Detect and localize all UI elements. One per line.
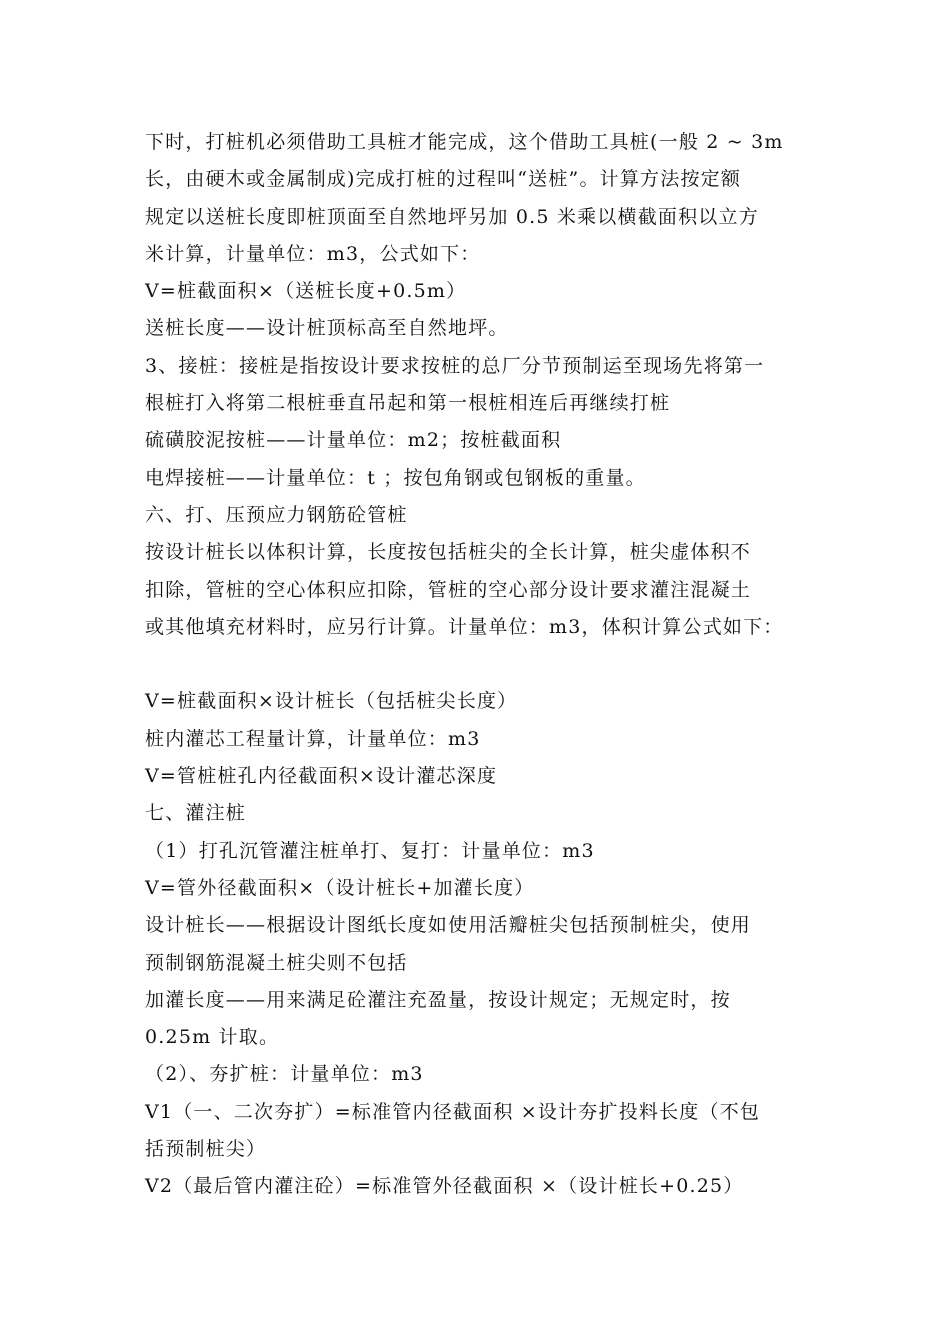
text-line: 米计算，计量单位：m3，公式如下：	[145, 242, 481, 265]
text-line: 或其他填充材料时，应另行计算。计量单位：m3，体积计算公式如下：	[145, 615, 784, 638]
text-line: 0.25m 计取。	[145, 1026, 280, 1049]
text-line: 加灌长度——用来满足砼灌注充盈量，按设计规定；无规定时，按	[145, 988, 731, 1011]
formula-line: V=桩截面积×设计桩长（包括桩尖长度）	[145, 690, 518, 713]
text-line: 电焊接桩——计量单位：t ；按包角钢或包钢板的重量。	[145, 466, 646, 489]
text-line: 3、接桩：接桩是指按设计要求按桩的总厂分节预制运至现场先将第一	[145, 354, 765, 377]
text-line: 长，由硬木或金属制成)完成打桩的过程叫“送桩”。计算方法按定额	[145, 168, 742, 191]
section-heading: 七、灌注桩	[145, 802, 247, 825]
text-line: 预制钢筋混凝土桩尖则不包括	[145, 951, 408, 974]
text-line: 规定以送桩长度即桩顶面至自然地坪另加 0.5 米乘以横截面积以立方	[145, 205, 759, 228]
text-line: 下时，打桩机必须借助工具桩才能完成，这个借助工具桩(一般 2 ~ 3m	[145, 131, 784, 153]
text-line: （2）、夯扩桩：计量单位：m3	[145, 1063, 424, 1086]
text-line: 设计桩长——根据设计图纸长度如使用活瓣桩尖包括预制桩尖，使用	[145, 914, 752, 937]
text-line: 送桩长度——设计桩顶标高至自然地坪。	[145, 317, 509, 340]
formula-line: V=桩截面积×（送桩长度+0.5m）	[145, 280, 467, 303]
section-heading: 六、打、压预应力钢筋砼管桩	[145, 503, 408, 526]
formula-line: V=管桩桩孔内径截面积×设计灌芯深度	[145, 765, 498, 788]
text-line: 括预制桩尖）	[145, 1138, 267, 1161]
text-line: 扣除，管桩的空心体积应扣除，管桩的空心部分设计要求灌注混凝土	[145, 578, 752, 601]
formula-line: V=管外径截面积×（设计桩长+加灌长度）	[145, 876, 535, 899]
text-line: 根桩打入将第二根桩垂直吊起和第一根桩相连后再继续打桩	[145, 392, 671, 415]
document-body	[145, 124, 825, 1206]
blank-line	[145, 646, 825, 683]
formula-line: V2（最后管内灌注砼）=标准管外径截面积 ×（设计桩长+0.25）	[145, 1175, 744, 1198]
text-line: （1）打孔沉管灌注桩单打、复打：计量单位：m3	[145, 839, 595, 862]
text-line: 桩内灌芯工程量计算，计量单位：m3	[145, 727, 481, 750]
formula-line: V1（一、二次夯扩）=标准管内径截面积 ×设计夯扩投料长度（不包	[145, 1100, 761, 1123]
text-line: 硫磺胶泥按桩——计量单位：m2；按桩截面积	[145, 429, 562, 452]
text-line: 按设计桩长以体积计算，长度按包括桩尖的全长计算，桩尖虚体积不	[145, 541, 752, 564]
